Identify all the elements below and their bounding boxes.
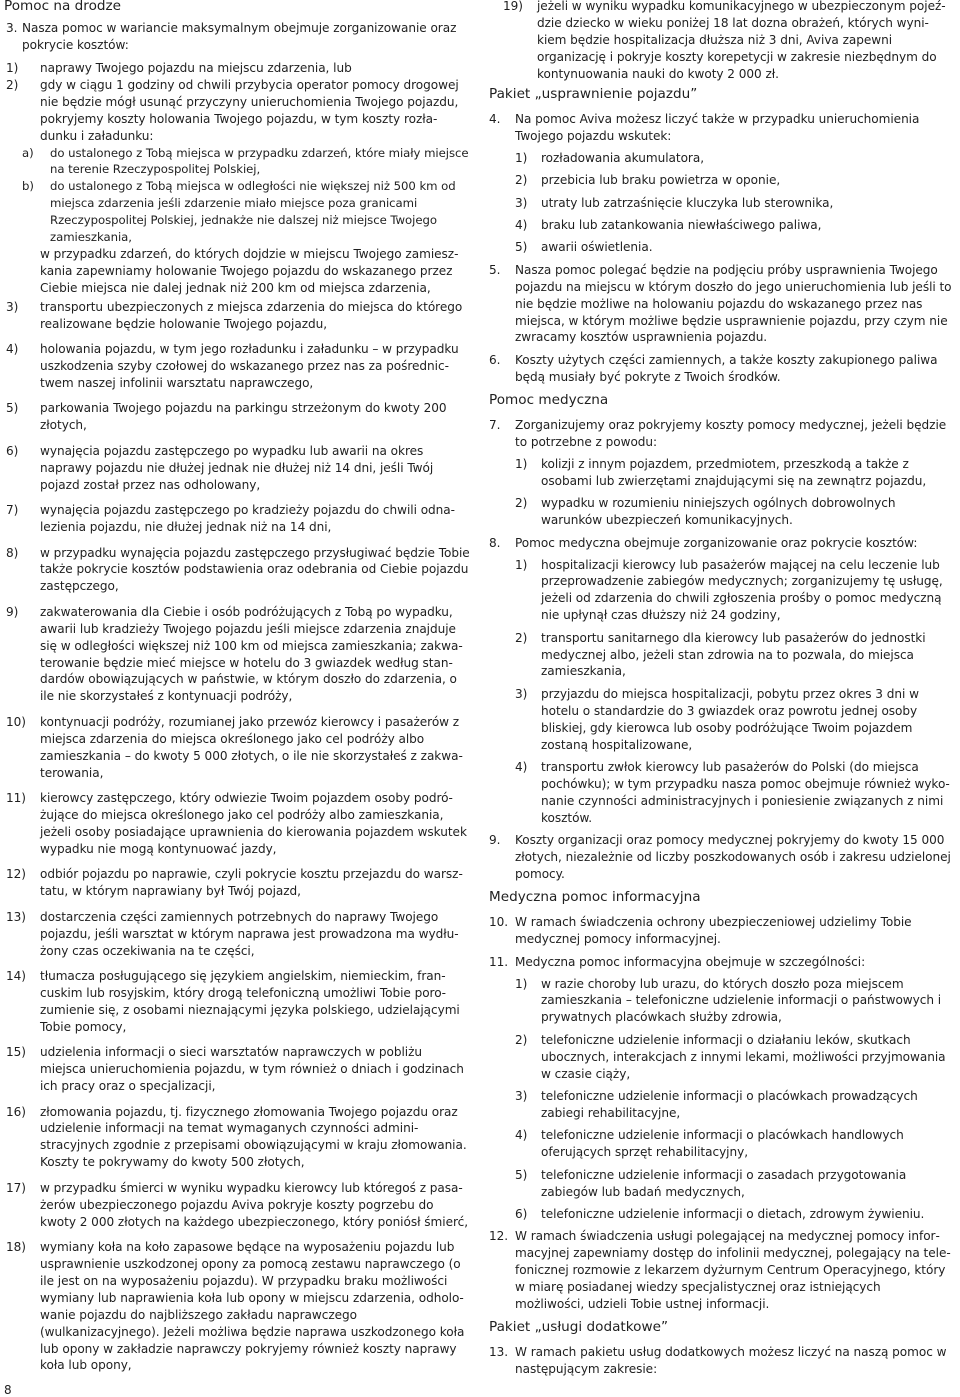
numbered-section-item — [489, 954, 953, 971]
sub-item — [515, 1167, 953, 1201]
numbered-section-item — [489, 352, 953, 386]
item-number: 4. — [489, 112, 501, 126]
sub-item — [515, 1088, 953, 1122]
sub-item — [6, 60, 470, 77]
item-number: 9) — [6, 604, 19, 619]
letter-item — [22, 178, 470, 246]
item-text: W ramach świadczenia ochrony ubezpieczeniowej udzielimy Tobie medycznej pomocy informacyjnej. — [515, 914, 912, 946]
item-number: 7) — [6, 503, 19, 518]
numbered-item — [6, 1104, 470, 1172]
item-number: 6) — [515, 1206, 528, 1221]
sub-item — [515, 630, 953, 681]
numbered-section-item — [489, 111, 953, 145]
item-number: 4) — [515, 218, 528, 233]
item-text: wynajęcia pojazdu zastępczego po wypadku lub awarii na okres naprawy pojazdu nie dłużej jednak nie dłużej niż 14 dni, jeśli Twój pojazd został przez nas odholowany, — [40, 443, 434, 492]
numbered-section-item — [489, 914, 953, 948]
numbered-item — [6, 341, 470, 392]
item-number: 4) — [6, 342, 19, 357]
sub-item — [515, 172, 953, 189]
numbered-item — [6, 968, 470, 1036]
numbered-item — [6, 1044, 470, 1095]
item-number: 2) — [6, 77, 19, 92]
item-number: 1) — [515, 457, 528, 471]
sub-item — [515, 1032, 953, 1083]
item-text: telefoniczne udzielenie informacji o działaniu leków, skutkach ubocznych, interakcjach z innymi lekami, możliwości przyjmowania w czasie ciąży, — [541, 1032, 946, 1081]
item-number: 14) — [6, 969, 26, 984]
item-number: 5. — [489, 262, 501, 277]
numbered-item — [6, 714, 470, 782]
item-text: transportu ubezpieczonych z miejsca zdarzenia do miejsca do którego realizowane będzie holowanie Twojego pojazdu, — [40, 299, 463, 331]
item-text: kierowcy zastępczego, który odwiezie Twoim pojazdem osoby podróżujące do miejsca określonego jako cel podróży albo zamieszkania, jeżeli osoby posiadające uprawnienia do kierowania pojazdem wskutek wypadku nie mogą kontynuować jazdy, — [40, 791, 467, 856]
item-text: telefoniczne udzielenie informacji o placówkach handlowych oferujących sprzęt rehabilitacyjny, — [541, 1128, 904, 1160]
item-text: w przypadku śmierci w wyniku wypadku kierowcy lub któregoś z pasażerów ubezpieczonego pojazdu Aviva pokryje koszty pogrzebu do kwoty 2 000 złotych na każdego ubezpieczonego, który poniósł śmierć, — [40, 1180, 469, 1229]
item-number: 3) — [515, 686, 528, 701]
item-text: tłumacza posługującego się językiem angielskim, niemieckim, francuskim lub rosyjskim, który drogą telefoniczną umożliwi Tobie porozumienie się, z osobami nieznającymi języka polskiego, udzielającymi Tobie pomocy, — [40, 969, 460, 1034]
item-text: naprawy Twojego pojazdu na miejscu zdarzenia, lub — [40, 61, 352, 75]
item-text: złomowania pojazdu, tj. fizycznego złomowania Twojego pojazdu oraz udzielenie informacji na temat wymaganych czynności administracyjnych zgodnie z przepisami obowiązującymi w kraju złomowania. Koszty te pokrywamy do kwoty 500 złotych, — [40, 1104, 467, 1170]
item-3 — [6, 20, 470, 54]
item-text: kolizji z innym pojazdem, przedmiotem, przeszkodą a także z osobami lub zwierzętami znajdującymi się na zewnątrz pojazdu, — [541, 457, 927, 488]
sub-item — [515, 1206, 953, 1223]
item-text: przyjazdu do miejsca hospitalizacji, pobytu przez okres 3 dni w hotelu o standardzie do 3 gwiazdek oraz powrotu jednej osoby bliskiej, gdy kierowca lub osoby podróżujące Twoim pojazdem zostaną hospitalizowane, — [541, 686, 919, 752]
item-text: Koszty użytych części zamiennych, a także koszty zakupionego paliwa będą musiały być pokryte z Twoich środków. — [515, 353, 938, 385]
sub-item — [515, 686, 953, 754]
item-text: udzielenia informacji o sieci warsztatów naprawczych w pobliżu miejsca unieruchomienia pojazdu, w tym również o dniach i godzinach ich pracy oraz o specjalizacji, — [40, 1045, 464, 1094]
item-number: 15) — [6, 1045, 26, 1060]
section-title-pomoc-na-drodze: Pomoc na drodze — [4, 0, 122, 14]
item-number: 12) — [6, 867, 26, 882]
item-number: 10) — [6, 714, 26, 729]
item-text: kontynuacji podróży, rozumianej jako przewóz kierowcy i pasażerów z miejsca zdarzenia do miejsca określonego jako cel podróży albo zamieszkania – do kwoty 5 000 złotych, o ile nie skorzystałeś z zakwaterowania, — [40, 714, 463, 780]
item-text: transportu zwłok kierowcy lub pasażerów do Polski (do miejsca pochówku); w tym przypadku nasza pomoc obejmuje również wykonanie czynności administracyjnych i poniesienie związanych z nimi kosztów. — [541, 760, 950, 825]
item-number: 3) — [515, 1089, 528, 1103]
item-text: Nasza pomoc w wariancie maksymalnym obejmuje zorganizowanie oraz pokrycie kosztów: — [22, 21, 457, 52]
page-number: 8 — [4, 1383, 12, 1397]
numbered-item — [6, 1239, 470, 1374]
item-text: W ramach pakietu usług dodatkowych możesz liczyć na naszą pomoc w następującym zakresie: — [515, 1344, 947, 1376]
item-number: 2) — [515, 1032, 528, 1047]
numbered-item — [6, 866, 470, 900]
item-number: 3) — [515, 195, 528, 210]
item-text: gdy w ciągu 1 godziny od chwili przybycia operator pomocy drogowej nie będzie mógł usunąć przyczyny unieruchomienia Twojego pojazdu, pokryjemy koszty holowania Twojego pojazdu, w tym koszty rozładunku i załadunku: — [40, 77, 459, 143]
item-text: w przypadku wynajęcia pojazdu zastępczego przysługiwać będzie Tobie także pokrycie kosztów podstawienia oraz odebrania od Ciebie pojazdu zastępczego, — [40, 545, 470, 594]
item-19 — [503, 0, 953, 83]
item-text: dostarczenia części zamiennych potrzebnych do naprawy Twojego pojazdu, jeśli warsztat w którym naprawa jest prowadzona ma wydłużony czas oczekiwania na te części, — [40, 909, 459, 958]
right-list — [489, 86, 953, 1384]
item-text: awarii oświetlenia. — [541, 240, 653, 255]
item-number: 11) — [6, 791, 26, 806]
sub-item — [515, 759, 953, 827]
item-text: braku lub zatankowania niewłaściwego paliwa, — [541, 218, 822, 233]
section-heading: Pomoc medyczna — [489, 392, 609, 409]
item-text: Pomoc medyczna obejmuje zorganizowanie oraz pokrycie kosztów: — [515, 535, 918, 550]
item-number: 2) — [515, 173, 528, 188]
item-text: odbiór pojazdu po naprawie, czyli pokrycie kosztu przejazdu do warsztatu, w którym naprawiany był Twój pojazd, — [40, 867, 463, 899]
item-text: Koszty organizacji oraz pomocy medycznej pokryjemy do kwoty 15 000 złotych, niezależnie od liczby poszkodowanych osób i zakresu udzielonej pomocy. — [515, 833, 951, 881]
item-text: do ustalonego z Tobą miejsca w przypadku zdarzeń, które miały miejsce na terenie Rzeczypospolitej Polskiej, — [50, 145, 469, 177]
item-number: 5) — [515, 240, 528, 255]
item-text: do ustalonego z Tobą miejsca w odległości nie większej niż 500 km od miejsca zdarzenia jeśli zdarzenie miało miejsce poza granicami Rzeczypospolitej Polskiej, jednakże nie dalszej niż miejsce Twojego zamieszkania, — [50, 179, 456, 245]
numbered-item — [6, 400, 470, 434]
item-text: telefoniczne udzielenie informacji o dietach, zdrowym żywieniu. — [541, 1206, 925, 1221]
item-number: 2) — [515, 496, 528, 511]
letter-item — [22, 145, 470, 179]
sub-item — [515, 976, 953, 1027]
item-text: telefoniczne udzielenie informacji o zasadach przygotowania zabiegów lub badań medycznych, — [541, 1167, 907, 1199]
item-number: 7. — [489, 418, 501, 433]
item-number: 9. — [489, 833, 501, 848]
sub-item — [515, 239, 953, 256]
item-text: wypadku w rozumieniu niniejszych ogólnych dobrowolnych warunków ubezpieczeń komunikacyjnych. — [541, 496, 896, 528]
numbered-item — [6, 604, 470, 705]
item-text: Zorganizujemy oraz pokryjemy koszty pomocy medycznej, jeżeli będzie to potrzebne z powodu: — [515, 418, 947, 450]
item-text: transportu sanitarnego dla kierowcy lub pasażerów do jednostki medycznej albo, jeżeli stan zdrowia na to pozwala, do miejsca zamieszkania, — [541, 630, 926, 679]
item-number: 3. — [6, 21, 18, 35]
item-text: przebicia lub braku powietrza w oponie, — [541, 173, 781, 188]
item-number: 4) — [515, 760, 528, 774]
numbered-section-item — [489, 417, 953, 451]
item-number: 8) — [6, 545, 19, 560]
item-number: 1) — [515, 150, 528, 165]
continuation-text: w przypadku zdarzeń, do których dojdzie w miejscu Twojego zamieszkania zapewniamy holowanie Twojego pojazdu do wskazanego przez Ciebie miejsca nie dalej jednak niż 200 km od miejsca zdarzenia, — [40, 246, 459, 295]
item-number: 17) — [6, 1180, 26, 1195]
item-number: 13. — [489, 1344, 509, 1359]
numbered-section-item — [489, 535, 953, 552]
item-number: 1) — [515, 557, 528, 572]
numbered-section-item — [489, 262, 953, 347]
item-text: telefoniczne udzielenie informacji o placówkach prowadzących zabiegi rehabilitacyjne, — [541, 1089, 918, 1120]
item-number: b) — [22, 179, 34, 194]
item-text: utraty lub zatrzaśnięcie kluczyka lub sterownika, — [541, 195, 834, 210]
numbered-section-item — [489, 1344, 953, 1378]
item-text: holowania pojazdu, w tym jego rozładunku i załadunku – w przypadku uszkodzenia szyby czołowej do wskazanego przez nas za pośrednictwem naszej infolinii warsztatu naprawczego, — [40, 342, 459, 390]
numbered-item — [6, 443, 470, 494]
item-number: 2) — [515, 630, 528, 645]
item-text: zakwaterowania dla Ciebie i osób podróżujących z Tobą po wypadku, awarii lub kradzieży Twojego pojazdu jeśli miejsce zdarzenia znajduje się w odległości większej niż 100 km od miejsca zamieszkania; zakwaterowanie będzie mieć miejsce w hotelu do 3 gwiazdek według standardów obowiązujących w państwie, w którym doszło do zdarzenia, o ile nie skorzystałeś z kontynuacji podróży, — [40, 604, 463, 704]
left-list — [6, 60, 470, 1383]
numbered-item — [6, 299, 470, 333]
item-number: 4) — [515, 1128, 528, 1143]
item-number: 5) — [515, 1167, 528, 1182]
item-text: wymiany koła na koło zapasowe będące na wyposażeniu pojazdu lub usprawnienie uszkodzonej opony za pomocą zestawu naprawczego (o ile jest on na wyposażeniu pojazdu). W przypadku braku możliwości wymiany lub naprawienia koła lub opony w miejscu zdarzenia, odholowanie pojazdu do najbliższego zakładu naprawczego (wulkanizacyjnego). Jeżeli możliwa będzie naprawa uszkodzonego koła lub opony w zakładzie naprawczy pokryjemy również koszty naprawy koła lub opony, — [40, 1240, 465, 1373]
numbered-section-item — [489, 832, 953, 883]
sub-item — [515, 195, 953, 212]
item-text: parkowania Twojego pojazdu na parkingu strzeżonym do kwoty 200 złotych, — [40, 401, 447, 433]
item-text: w razie choroby lub urazu, do których doszło poza miejscem zamieszkania – telefoniczne udzielenie informacji o państwowych i prywatnych placówkach służby zdrowia, — [541, 976, 942, 1025]
numbered-section-item — [489, 1228, 953, 1313]
item-text: Nasza pomoc polegać będzie na podjęciu próby usprawnienia Twojego pojazdu na miejscu w którym doszło do jego unieruchomienia lub jeśli to nie będzie możliwe na holowaniu pojazdu do wskazanego przez nas miejsca, w którym możliwe będzie usprawnienie pojazdu, przy czym nie zwracamy kosztów usprawnienia pojazdu. — [515, 262, 952, 345]
item-number: 19) — [503, 0, 523, 13]
sub-item — [515, 495, 953, 529]
item-number: 3) — [6, 299, 19, 314]
item-number: 12. — [489, 1229, 509, 1244]
item-number: a) — [22, 145, 34, 160]
item-number: 10. — [489, 914, 509, 929]
section-heading: Pakiet „usługi dodatkowe” — [489, 1318, 668, 1335]
sub-item — [515, 1127, 953, 1161]
section-heading: Pakiet „usprawnienie pojazdu” — [489, 86, 698, 102]
sub-item — [515, 217, 953, 234]
item-text: W ramach świadczenia usługi polegającej na medycznej pomocy informacyjnej zapewniamy dostęp do infolinii medycznej, polegający na telefonicznej rozmowie z lekarzem dyżurnym Centrum Operacyjnego, który w miarę posiadanej wiedzy specjalistycznej oraz istniejących możliwości, udzieli Tobie ustnej informacji. — [515, 1229, 951, 1311]
item-number: 18) — [6, 1240, 26, 1255]
item-text: rozładowania akumulatora, — [541, 150, 705, 165]
item-number: 1) — [6, 61, 19, 75]
numbered-item — [6, 909, 470, 960]
item-number: 13) — [6, 909, 26, 924]
sub-item — [515, 456, 953, 490]
item-number: 16) — [6, 1104, 26, 1119]
item-text: hospitalizacji kierowcy lub pasażerów mającej na celu leczenie lub przeprowadzenie zabiegów medycznych; zorganizujemy tę usługę, jeżeli od zdarzenia do chwili zgłoszenia prośby o pomoc medyczną nie upłynął czas dłuższy niż 24 godziny, — [541, 557, 943, 623]
numbered-item — [6, 1180, 470, 1231]
item-number: 8. — [489, 535, 501, 550]
item-text: Medyczna pomoc informacyjna obejmuje w szczególności: — [515, 954, 866, 969]
numbered-item — [6, 790, 470, 858]
sub-item — [515, 150, 953, 167]
item-number: 11. — [489, 954, 509, 969]
item-text: wynajęcia pojazdu zastępczego po kradzieży pojazdu do chwili odnalezienia pojazdu, nie dłużej jednak niż na 14 dni, — [40, 503, 456, 535]
sub-item — [515, 557, 953, 625]
item-number: 6. — [489, 353, 501, 368]
item-text: jeżeli w wyniku wypadku komunikacyjnego w ubezpieczonym pojeździe dziecko w wieku poniżej 18 lat dozna obrażeń, których wynikiem będzie hospitalizacja dłuższa niż 3 dni, Aviva zapewni organizację i pokryje koszty korepetycji w zakresie niezbędnym do kontynuowania nauki do kwoty 2 000 zł. — [537, 0, 946, 81]
sub-item — [6, 77, 470, 145]
item-text: Na pomoc Aviva możesz liczyć także w przypadku unieruchomienia Twojego pojazdu wskutek: — [515, 112, 920, 143]
item-number: 5) — [6, 401, 19, 416]
section-heading: Medyczna pomoc informacyjna — [489, 888, 701, 905]
numbered-item — [6, 502, 470, 536]
item-number: 1) — [515, 976, 528, 991]
numbered-item — [6, 545, 470, 596]
item-number: 6) — [6, 443, 19, 458]
